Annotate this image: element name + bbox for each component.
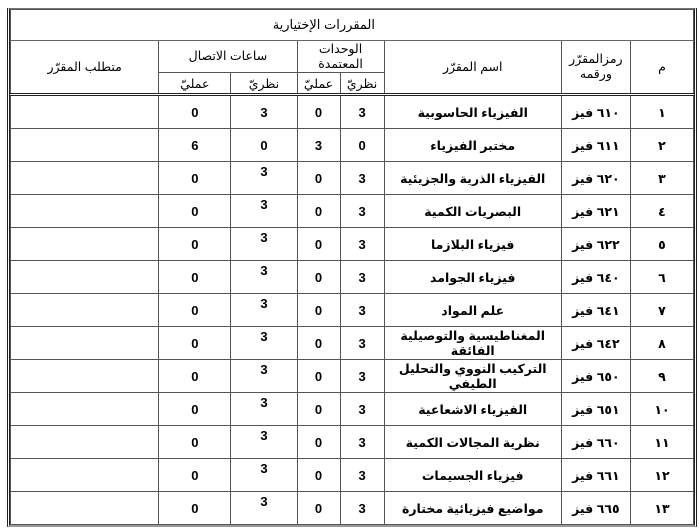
course-name: الفيزياء الذرية والجزيئية xyxy=(384,162,561,195)
hours-practical: 0 xyxy=(159,294,231,327)
hours-theory xyxy=(231,327,297,360)
units-practical: 0 xyxy=(297,327,340,360)
units-theory: 3 xyxy=(340,261,384,294)
units-theory: 0 xyxy=(340,129,384,162)
table-row xyxy=(11,228,694,261)
hours-theory-value: 3 xyxy=(260,229,268,245)
course-name: الفيزياء الحاسوبية xyxy=(384,95,561,129)
hours-practical: 0 xyxy=(159,393,231,426)
header-name: اسم المقرّر xyxy=(384,41,561,95)
hours-theory xyxy=(231,228,297,261)
units-theory: 3 xyxy=(340,327,384,360)
hours-theory-value: 3 xyxy=(260,328,268,344)
units-theory: 3 xyxy=(340,426,384,459)
units-practical: 0 xyxy=(297,360,340,393)
hours-theory-value: 3 xyxy=(260,361,268,377)
course-code: ٦١٠ فيز xyxy=(561,95,630,129)
table-row xyxy=(11,162,694,195)
hours-theory xyxy=(231,492,297,525)
course-code: ٦٢٢ فيز xyxy=(561,228,630,261)
units-practical: 3 xyxy=(297,129,340,162)
course-name: الفيزياء الاشعاعية xyxy=(384,393,561,426)
hours-practical: 0 xyxy=(159,360,231,393)
table-row xyxy=(11,261,694,294)
hours-theory-value: 3 xyxy=(260,196,268,212)
units-theory: 3 xyxy=(340,360,384,393)
units-theory: 3 xyxy=(340,95,384,129)
hours-theory-value: 3 xyxy=(260,427,268,443)
header-units-theory: نظريّ xyxy=(340,73,384,95)
hours-theory-value: 3 xyxy=(260,394,268,410)
hours-theory xyxy=(231,426,297,459)
prerequisite xyxy=(11,195,159,228)
table-row xyxy=(11,294,694,327)
table-title: المقررات الإختيارية xyxy=(11,10,694,41)
prerequisite xyxy=(11,129,159,162)
hours-theory xyxy=(231,360,297,393)
header-units-practical: عمليّ xyxy=(297,73,340,95)
prerequisite xyxy=(11,162,159,195)
header-hours-practical: عمليّ xyxy=(159,73,231,95)
prerequisite xyxy=(11,294,159,327)
hours-practical: 0 xyxy=(159,95,231,129)
prerequisite xyxy=(11,492,159,525)
table-row xyxy=(11,129,694,162)
prerequisite xyxy=(11,426,159,459)
table-row xyxy=(11,327,694,360)
row-index: ٨ xyxy=(630,327,693,360)
prerequisite xyxy=(11,393,159,426)
units-theory: 3 xyxy=(340,393,384,426)
row-index: ٣ xyxy=(630,162,693,195)
hours-theory-value: 3 xyxy=(260,163,268,179)
course-code: ٦٦١ فيز xyxy=(561,459,630,492)
units-practical: 0 xyxy=(297,492,340,525)
course-code: ٦٢٠ فيز xyxy=(561,162,630,195)
hours-practical: 0 xyxy=(159,459,231,492)
table-row xyxy=(11,426,694,459)
units-theory: 3 xyxy=(340,162,384,195)
header-hours-theory: نظريّ xyxy=(231,73,297,95)
units-theory: 3 xyxy=(340,228,384,261)
hours-practical: 0 xyxy=(159,261,231,294)
course-name: مختبر الفيزياء xyxy=(384,129,561,162)
table-row xyxy=(11,195,694,228)
prerequisite xyxy=(11,228,159,261)
course-code: ٦٢١ فيز xyxy=(561,195,630,228)
header-prerequisite: متطلب المقرّر xyxy=(11,41,159,95)
table-row xyxy=(11,459,694,492)
hours-practical: 0 xyxy=(159,195,231,228)
hours-theory xyxy=(231,393,297,426)
course-name: فيزياء الجسيمات xyxy=(384,459,561,492)
units-practical: 0 xyxy=(297,294,340,327)
course-code: ٦٥١ فيز xyxy=(561,393,630,426)
prerequisite xyxy=(11,459,159,492)
row-index: ١٢ xyxy=(630,459,693,492)
hours-practical: 0 xyxy=(159,228,231,261)
hours-theory xyxy=(231,261,297,294)
hours-practical: 0 xyxy=(159,426,231,459)
hours-practical: 0 xyxy=(159,492,231,525)
course-name: مواضيع فيزيائية مختارة xyxy=(384,492,561,525)
prerequisite xyxy=(11,261,159,294)
hours-theory xyxy=(231,195,297,228)
hours-theory-value: 3 xyxy=(260,295,268,311)
course-name: علم المواد xyxy=(384,294,561,327)
units-theory: 3 xyxy=(340,459,384,492)
row-index: ١٣ xyxy=(630,492,693,525)
course-code: ٦٤٢ فيز xyxy=(561,327,630,360)
table-row xyxy=(11,360,694,393)
units-practical: 0 xyxy=(297,261,340,294)
row-index: ٥ xyxy=(630,228,693,261)
row-index: ١ xyxy=(630,95,693,129)
hours-theory: 3 xyxy=(231,95,297,129)
course-code: ٦٤١ فيز xyxy=(561,294,630,327)
table-row xyxy=(11,492,694,525)
prerequisite xyxy=(11,327,159,360)
row-index: ٧ xyxy=(630,294,693,327)
course-name: فيزياء الجوامد xyxy=(384,261,561,294)
units-practical: 0 xyxy=(297,228,340,261)
prerequisite xyxy=(11,95,159,129)
course-code: ٦١١ فيز xyxy=(561,129,630,162)
row-index: ٢ xyxy=(630,129,693,162)
hours-theory-value: 3 xyxy=(260,262,268,278)
prerequisite xyxy=(11,360,159,393)
course-name: فيزياء البلازما xyxy=(384,228,561,261)
header-index: م xyxy=(630,41,693,95)
hours-theory: 0 xyxy=(231,129,297,162)
units-theory: 3 xyxy=(340,195,384,228)
units-practical: 0 xyxy=(297,162,340,195)
header-credit-units: الوحدات المعتمدة xyxy=(297,41,384,73)
hours-theory xyxy=(231,162,297,195)
course-code: ٦٦٥ فيز xyxy=(561,492,630,525)
row-index: ١٠ xyxy=(630,393,693,426)
course-name: المغناطيسية والتوصيلية الفائقة xyxy=(384,327,561,360)
hours-practical: 6 xyxy=(159,129,231,162)
units-practical: 0 xyxy=(297,393,340,426)
hours-theory-value: 3 xyxy=(260,460,268,476)
units-practical: 0 xyxy=(297,459,340,492)
units-practical: 0 xyxy=(297,95,340,129)
row-index: ٦ xyxy=(630,261,693,294)
course-name: التركيب النووي والتحليل الطيفي xyxy=(384,360,561,393)
row-index: ٩ xyxy=(630,360,693,393)
elective-courses-table-frame xyxy=(7,8,697,527)
row-index: ٤ xyxy=(630,195,693,228)
course-code: ٦٦٠ فيز xyxy=(561,426,630,459)
course-code: ٦٤٠ فيز xyxy=(561,261,630,294)
units-theory: 3 xyxy=(340,294,384,327)
elective-courses-table xyxy=(10,9,694,525)
hours-practical: 0 xyxy=(159,327,231,360)
header-code: رمزالمقرّر ورقمه xyxy=(561,41,630,95)
units-practical: 0 xyxy=(297,195,340,228)
header-contact-hours: ساعات الاتصال xyxy=(159,41,297,73)
course-code: ٦٥٠ فيز xyxy=(561,360,630,393)
units-practical: 0 xyxy=(297,426,340,459)
table-row xyxy=(11,95,694,129)
hours-theory xyxy=(231,294,297,327)
course-name: نظرية المجالات الكمية xyxy=(384,426,561,459)
hours-practical: 0 xyxy=(159,162,231,195)
hours-theory-value: 3 xyxy=(260,493,268,509)
units-theory: 3 xyxy=(340,492,384,525)
row-index: ١١ xyxy=(630,426,693,459)
table-row xyxy=(11,393,694,426)
course-name: البصريات الكمية xyxy=(384,195,561,228)
hours-theory xyxy=(231,459,297,492)
